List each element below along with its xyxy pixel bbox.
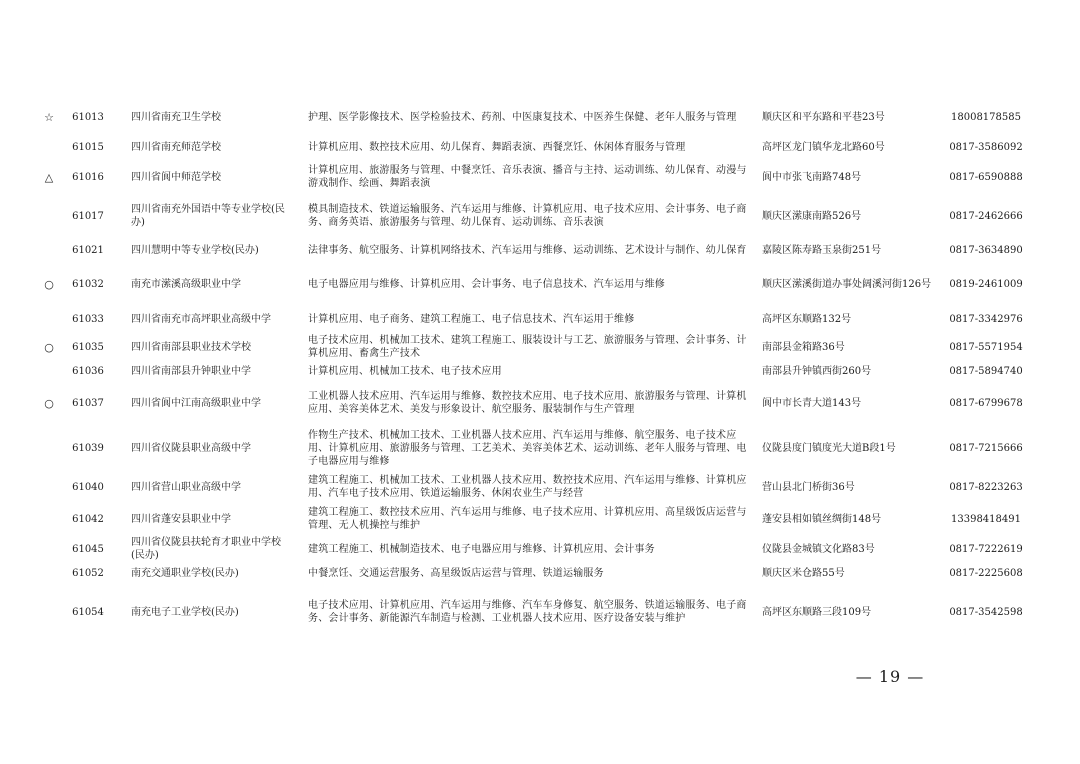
table-row: [0, 200, 1080, 232]
school-code: 61032: [72, 278, 104, 290]
school-code: 61035: [72, 341, 104, 353]
school-code: 61015: [72, 141, 104, 153]
school-address: 高坪区龙门镇华龙北路60号: [762, 141, 885, 153]
page-number: — 19 —: [855, 666, 925, 686]
row-mark: [38, 136, 60, 158]
school-majors: 作物生产技术、机械加工技术、工业机器人技术应用、汽车运用与维修、航空服务、电子技术应用、计算机应用、旅游服务与管理、工艺美术、美容美体艺术、运动训练、老年人服务与管理、电子电器应用与维修: [308, 430, 747, 467]
row-mark: △: [44, 170, 54, 184]
school-address: 营山县北门桥街36号: [762, 481, 855, 493]
school-name: 四川慧明中等专业学校(民办): [131, 244, 259, 256]
school-address: 阆中市长青大道143号: [762, 397, 862, 409]
row-mark: [38, 361, 60, 381]
school-code: 61040: [72, 481, 104, 493]
table-row: [0, 425, 1080, 472]
school-majors: 建筑工程施工、机械制造技术、电子电器应用与维修、计算机应用、会计事务: [308, 543, 655, 555]
school-name: 四川省南部县升钟职业中学: [131, 365, 251, 377]
school-name: 南充电子工业学校(民办): [131, 606, 239, 618]
school-majors: 计算机应用、旅游服务与管理、中餐烹饪、音乐表演、播音与主持、运动训练、幼儿保育、动漫与游戏制作、绘画、舞蹈表演: [308, 165, 747, 189]
row-mark: ○: [44, 396, 54, 410]
school-address: 顺庆区潆溪街道办事处阔溪河街126号: [762, 278, 932, 290]
table-row: [0, 472, 1080, 502]
school-name: 四川省南充卫生学校: [131, 112, 221, 123]
school-code: 61033: [72, 313, 104, 325]
school-phone: 0817-3586092: [949, 141, 1023, 153]
school-name: 四川省南充市高坪职业高级中学: [131, 313, 271, 325]
table-row: [0, 304, 1080, 334]
school-phone: 18008178585: [951, 112, 1021, 123]
school-majors: 中餐烹饪、交通运营服务、高星级饭店运营与管理、铁道运输服务: [308, 567, 604, 579]
school-code: 61039: [72, 443, 104, 454]
row-mark: [38, 235, 60, 265]
school-phone: 0817-2462666: [949, 210, 1023, 222]
table-row: [0, 162, 1080, 192]
table-row: [0, 103, 1080, 132]
row-mark: [38, 425, 60, 472]
row-mark: [38, 505, 60, 533]
table-row: [0, 588, 1080, 636]
row-mark: [38, 304, 60, 334]
school-name: 南充市潆溪高级职业中学: [131, 278, 241, 290]
school-address: 高坪区东顺路三段109号: [762, 606, 872, 618]
school-majors: 建筑工程施工、数控技术应用、汽车运用与维修、电子技术应用、计算机应用、高星级饭店运营与管理、无人机操控与维护: [308, 507, 747, 531]
school-name: 四川省南部县职业技术学校: [131, 341, 251, 353]
school-address: 顺庆区米仓路55号: [762, 567, 845, 579]
school-address: 阆中市张飞南路748号: [762, 171, 862, 183]
row-mark: ○: [44, 277, 54, 291]
school-phone: 0817-7215666: [949, 443, 1023, 454]
school-majors: 电子技术应用、计算机应用、汽车运用与维修、汽车车身修复、航空服务、铁道运输服务、电子商务、会计事务、新能源汽车制造与检测、工业机器人技术应用、医疗设备安装与维护: [308, 600, 747, 624]
school-name: 四川省南充外国语中等专业学校(民办): [131, 204, 285, 228]
row-mark: [38, 562, 60, 584]
school-name: 四川省阆中师范学校: [131, 171, 221, 183]
school-phone: 0817-8223263: [949, 481, 1023, 493]
school-majors: 电子技术应用、机械加工技术、建筑工程施工、服装设计与工艺、旅游服务与管理、会计事务、计算机应用、畜禽生产技术: [308, 335, 747, 359]
school-address: 高坪区东顺路132号: [762, 313, 852, 325]
table-row: [0, 384, 1080, 422]
school-name: 四川省仪陇县扶轮育才职业中学校(民办): [131, 537, 281, 561]
table-row: [0, 136, 1080, 158]
school-address: 南部县金箱路36号: [762, 341, 845, 353]
school-phone: 0817-6799678: [949, 397, 1023, 409]
school-address: 南部县升钟镇西街260号: [762, 365, 872, 377]
school-phone: 0817-5571954: [949, 341, 1023, 353]
school-name: 南充交通职业学校(民办): [131, 567, 239, 579]
school-phone: 0819-2461009: [949, 278, 1023, 290]
school-name: 四川省营山职业高级中学: [131, 481, 241, 493]
school-address: 蓬安县相如镇丝绸街148号: [762, 513, 882, 525]
school-code: 61017: [72, 210, 104, 222]
school-phone: 0817-3542598: [949, 606, 1023, 618]
school-code: 61016: [72, 171, 104, 183]
school-majors: 建筑工程施工、机械加工技术、工业机器人技术应用、数控技术应用、汽车运用与维修、计算机应用、汽车电子技术应用、铁道运输服务、休闲农业生产与经营: [308, 475, 747, 499]
school-phone: 0817-5894740: [949, 365, 1023, 377]
school-address: 顺庆区和平东路和平巷23号: [762, 112, 885, 123]
school-phone: 0817-6590888: [949, 171, 1023, 183]
school-address: 仪陇县度门镇度光大道B段1号: [762, 443, 896, 454]
school-name: 四川省南充师范学校: [131, 141, 221, 153]
school-code: 61037: [72, 397, 104, 409]
row-mark: [38, 535, 60, 563]
table-row: [0, 333, 1080, 361]
school-address: 顺庆区潆康南路526号: [762, 210, 862, 222]
row-mark: [38, 200, 60, 232]
school-majors: 计算机应用、数控技术应用、幼儿保育、舞蹈表演、西餐烹饪、休闲体育服务与管理: [308, 141, 686, 153]
table-row: [0, 505, 1080, 533]
school-majors: 模具制造技术、铁道运输服务、汽车运用与维修、计算机应用、电子技术应用、会计事务、电子商务、商务英语、旅游服务与管理、幼儿保育、运动训练、音乐表演: [308, 204, 747, 228]
school-majors: 计算机应用、电子商务、建筑工程施工、电子信息技术、汽车运用于维修: [308, 313, 635, 325]
school-majors: 电子电器应用与维修、计算机应用、会计事务、电子信息技术、汽车运用与维修: [308, 278, 665, 290]
school-name: 四川省仪陇县职业高级中学: [131, 443, 251, 454]
school-code: 61045: [72, 543, 104, 555]
school-code: 61052: [72, 567, 104, 579]
school-code: 61036: [72, 365, 104, 377]
school-majors: 护理、医学影像技术、医学检验技术、药剂、中医康复技术、中医养生保健、老年人服务与管理: [308, 112, 737, 123]
school-address: 嘉陵区陈寿路玉泉街251号: [762, 244, 882, 256]
school-address: 仪陇县金城镇文化路83号: [762, 543, 875, 555]
school-name: 四川省蓬安县职业中学: [131, 513, 231, 525]
school-majors: 法律事务、航空服务、计算机网络技术、汽车运用与维修、运动训练、艺术设计与制作、幼儿保育: [308, 244, 747, 256]
table-row: [0, 268, 1080, 300]
table-row: [0, 361, 1080, 381]
school-name: 四川省阆中江南高级职业中学: [131, 397, 261, 409]
school-phone: 0817-2225608: [949, 567, 1023, 579]
school-code: 61042: [72, 513, 104, 525]
row-mark: ○: [44, 340, 54, 354]
school-phone: 0817-3342976: [949, 313, 1023, 325]
school-majors: 计算机应用、机械加工技术、电子技术应用: [308, 365, 502, 377]
school-phone: 13398418491: [951, 513, 1021, 525]
school-majors: 工业机器人技术应用、汽车运用与维修、数控技术应用、电子技术应用、旅游服务与管理、计算机应用、美容美体艺术、美发与形象设计、航空服务、服装制作与生产管理: [308, 391, 747, 415]
row-mark: [38, 472, 60, 502]
table-row: [0, 535, 1080, 563]
school-code: 61054: [72, 606, 104, 618]
row-mark: ☆: [44, 111, 54, 124]
school-phone: 0817-7222619: [949, 543, 1023, 555]
table-row: [0, 235, 1080, 265]
table-row: [0, 562, 1080, 584]
school-code: 61021: [72, 244, 104, 256]
school-phone: 0817-3634890: [949, 244, 1023, 256]
row-mark: [38, 588, 60, 636]
school-code: 61013: [72, 112, 104, 123]
